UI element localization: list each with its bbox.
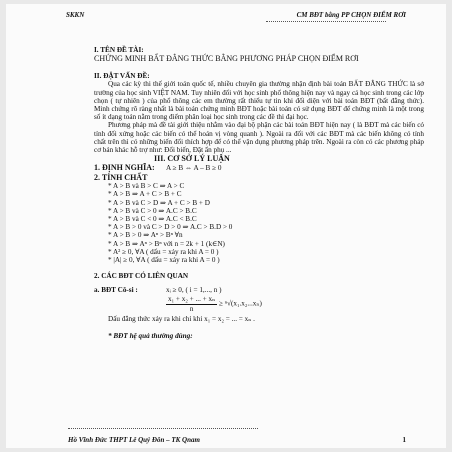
cauchy-formula	[94, 295, 424, 315]
property-item: * A > B ⇒ Aⁿ > Bⁿ với n = 2k + 1 (k∈N)	[108, 239, 225, 248]
cauchy-denominator: n	[189, 304, 194, 313]
section-1-heading: I. TÊN ĐỀ TÀI:	[94, 46, 144, 54]
page-number: 1	[402, 436, 406, 444]
property-item: * A > B và B > C ⇒ A > C	[108, 182, 185, 191]
footer-rule	[68, 428, 258, 429]
cauchy-row	[94, 286, 424, 295]
definition-label: 1. ĐỊNH NGHĨA:	[94, 163, 155, 173]
property-item: * A > B và C > D ⇒ A + C > B + D	[108, 198, 210, 207]
cauchy-fraction	[166, 295, 217, 312]
section-2-paragraph-1: Qua các kỳ thi thế giới toán quốc tế, nhiều chuyên gia thường nhận định bài toán BẤT ĐẲNG THỨC là sở trường của học sinh VIỆT NAM. Tuy nhiên đối với học sinh phổ thông hiện nay và ngay cả học sinh trong các lớp chọn ( tự nhiên ) của phổ thông các em thường rất thiếu tự tin khi đối diện với bài toán BĐT (bất đẳng thức). Minh chứng rõ ràng nhất là bài toán chứng minh BĐT hoặc bài toán có sử dụng BĐT để chứng minh là một trong số ít dạng toán nằm trong điểm phân loại học sinh trong các đề thi đại học.	[94, 80, 424, 122]
related-inequalities-heading: 2. CÁC BĐT CÓ LIÊN QUAN	[94, 272, 189, 281]
header-rule	[266, 21, 386, 22]
property-item: * A > B ⇒ A + C > B + C	[108, 190, 182, 199]
footer-author: Hồ Vĩnh Đức THPT Lê Quý Đôn – TK Qnam	[68, 436, 200, 444]
page-footer	[68, 436, 406, 444]
property-item: * |A| ≥ 0, ∀A ( dấu = xảy ra khi A = 0 )	[108, 256, 220, 265]
properties-label: 2. TÍNH CHẤT	[94, 173, 148, 183]
section-2-heading: II. ĐẶT VẤN ĐỀ:	[94, 72, 150, 81]
property-item: * A > B và C < 0 ⇒ A.C < B.C	[108, 215, 197, 224]
property-item: * A > B và C > 0 ⇒ A.C > B.C	[108, 206, 197, 215]
cauchy-label: a. BĐT Cô-si :	[94, 286, 138, 295]
topic-title: CHỨNG MINH BẤT ĐẲNG THỨC BẰNG PHƯƠNG PHÁP CHỌN ĐIỂM RƠI	[94, 54, 359, 64]
cauchy-consequences: * BĐT hệ quả thường dùng:	[108, 331, 193, 340]
cauchy-equality-note: Dấu đẳng thức xảy ra khi chỉ khi x₁ = x₂ = ... = xₙ .	[108, 315, 255, 324]
definition-text: A ≥ B ⇔ A – B ≥ 0	[166, 164, 222, 173]
property-item: * A > B > 0 và C > D > 0 ⇒ A.C > B.D > 0	[108, 223, 233, 232]
section-2-paragraph-2: Phương pháp mà đề tài giới thiệu nhằm vào đại bộ phận các bài toán BĐT hiện nay ( là BĐT mà các biến có tính đối xứng hoặc các biến có thể hoán vị vòng quanh ). Ngoài ra đối với các BĐT mà các biến không có tính chất trên thì có những biến đổi thích hợp để có thể vận dụng phương pháp trên. Ngoài ra còn có các phương pháp cơ bản khác hỗ trợ như: Đổi biến, Đặt ẩn phụ ...	[94, 121, 424, 155]
header-right: CM BĐT bằng PP CHỌN ĐIỂM RƠI	[296, 11, 406, 19]
document-body	[94, 46, 424, 340]
header-left: SKKN	[66, 11, 85, 19]
section-3-heading: III. CƠ SỞ LÝ LUẬN	[154, 154, 230, 164]
document-page	[6, 4, 446, 448]
definition-row	[94, 164, 424, 173]
cauchy-numerator: x₁ + x₂ + ... + xₙ	[168, 295, 216, 304]
property-item: * A² ≥ 0, ∀A ( dấu = xảy ra khi A = 0 )	[108, 247, 219, 256]
cauchy-condition: xᵢ ≥ 0, ( i = 1,..., n )	[166, 286, 222, 295]
cauchy-rhs: ≥ ⁿ√(x₁.x₂...xₙ)	[219, 300, 262, 309]
property-item: * A > B > 0 ⇒ Aⁿ > Bⁿ ∀n	[108, 231, 183, 240]
